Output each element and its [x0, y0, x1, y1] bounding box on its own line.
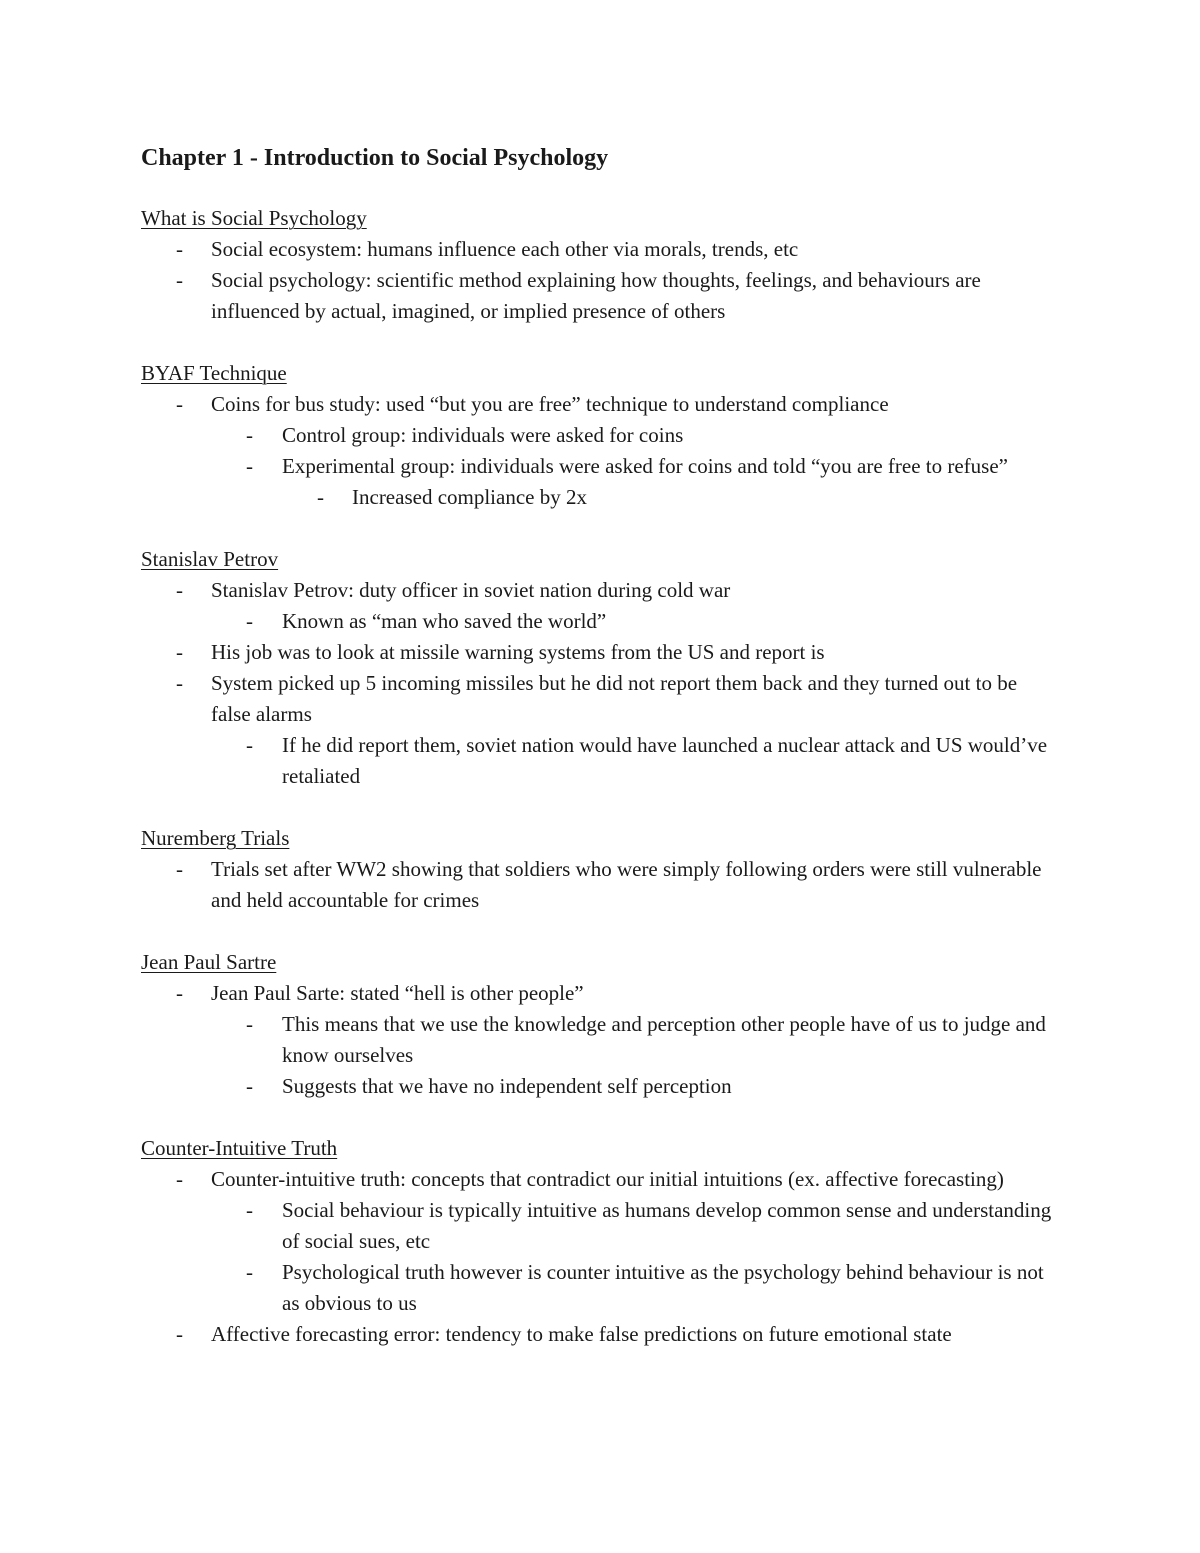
list-item-text: Experimental group: individuals were asked for coins and told “you are free to refuse”: [282, 454, 1008, 478]
section-heading: Jean Paul Sartre: [141, 950, 277, 974]
list-item-text: Control group: individuals were asked for coins: [282, 423, 684, 447]
list-item: [141, 1009, 1061, 1071]
list-item-text: Social ecosystem: humans influence each other via morals, trends, etc: [211, 237, 799, 261]
list-item: [141, 1257, 1061, 1319]
bullet-list: [141, 854, 1061, 916]
dash-bullet: -: [246, 1198, 253, 1222]
dash-bullet: -: [176, 640, 183, 664]
dash-bullet: -: [176, 1167, 183, 1191]
list-item: [141, 978, 1061, 1009]
dash-bullet: -: [246, 423, 253, 447]
bullet-list: [141, 978, 1061, 1102]
dash-bullet: -: [246, 733, 253, 757]
list-item: [141, 606, 1061, 637]
list-item-text: Stanislav Petrov: duty officer in soviet nation during cold war: [211, 578, 731, 602]
list-item-text: Trials set after WW2 showing that soldiers who were simply following orders were still vulnerable and held accountable for crimes: [211, 857, 1042, 912]
section-heading: Nuremberg Trials: [141, 826, 290, 850]
list-item: [141, 1195, 1061, 1257]
list-item-text: His job was to look at missile warning systems from the US and report is: [211, 640, 825, 664]
bullet-list: [141, 1164, 1061, 1350]
list-item-text: Known as “man who saved the world”: [282, 609, 607, 633]
list-item: [141, 234, 1061, 265]
section: [141, 823, 1061, 916]
list-item: [141, 420, 1061, 451]
dash-bullet: -: [246, 1074, 253, 1098]
chapter-title: Chapter 1 - Introduction to Social Psychology: [141, 145, 609, 171]
section: [141, 358, 1061, 513]
section: [141, 544, 1061, 792]
list-item-text: This means that we use the knowledge and perception other people have of us to judge and know ourselves: [282, 1012, 1046, 1067]
list-item: [141, 265, 1061, 327]
dash-bullet: -: [176, 268, 183, 292]
list-item-text: Jean Paul Sarte: stated “hell is other people”: [211, 981, 584, 1005]
list-item: [141, 575, 1061, 606]
list-item: [141, 730, 1061, 792]
dash-bullet: -: [176, 578, 183, 602]
list-item-text: Psychological truth however is counter intuitive as the psychology behind behaviour is not as obvious to us: [282, 1260, 1044, 1315]
dash-bullet: -: [176, 392, 183, 416]
bullet-list: [141, 234, 1061, 327]
list-item: [141, 637, 1061, 668]
dash-bullet: -: [246, 1012, 253, 1036]
list-item-text: Affective forecasting error: tendency to make false predictions on future emotional state: [211, 1322, 952, 1346]
section-heading: What is Social Psychology: [141, 206, 367, 230]
list-item: [141, 482, 1061, 513]
dash-bullet: -: [176, 237, 183, 261]
dash-bullet: -: [176, 857, 183, 881]
document-page: [141, 140, 1061, 1381]
dash-bullet: -: [176, 1322, 183, 1346]
sections-container: [141, 203, 1061, 1350]
list-item: [141, 389, 1061, 420]
section: [141, 203, 1061, 327]
list-item-text: Coins for bus study: used “but you are free” technique to understand compliance: [211, 392, 889, 416]
list-item-text: Counter-intuitive truth: concepts that contradict our initial intuitions (ex. affective forecasting): [211, 1167, 1004, 1191]
section: [141, 947, 1061, 1102]
section-heading: Stanislav Petrov: [141, 547, 279, 571]
list-item: [141, 1164, 1061, 1195]
dash-bullet: -: [176, 671, 183, 695]
section: [141, 1133, 1061, 1350]
list-item-text: System picked up 5 incoming missiles but he did not report them back and they turned out to be false alarms: [211, 671, 1018, 726]
list-item: [141, 451, 1061, 482]
list-item-text: Social behaviour is typically intuitive as humans develop common sense and understanding of social sues, etc: [282, 1198, 1052, 1253]
list-item: [141, 668, 1061, 730]
list-item: [141, 1319, 1061, 1350]
list-item: [141, 1071, 1061, 1102]
dash-bullet: -: [246, 609, 253, 633]
section-heading: BYAF Technique: [141, 361, 287, 385]
bullet-list: [141, 389, 1061, 513]
dash-bullet: -: [176, 981, 183, 1005]
list-item-text: Increased compliance by 2x: [352, 485, 587, 509]
section-heading: Counter-Intuitive Truth: [141, 1136, 338, 1160]
dash-bullet: -: [317, 485, 324, 509]
list-item-text: If he did report them, soviet nation would have launched a nuclear attack and US would’ve retaliated: [282, 733, 1048, 788]
list-item-text: Suggests that we have no independent self perception: [282, 1074, 732, 1098]
bullet-list: [141, 575, 1061, 792]
dash-bullet: -: [246, 1260, 253, 1284]
dash-bullet: -: [246, 454, 253, 478]
list-item-text: Social psychology: scientific method explaining how thoughts, feelings, and behaviours are influenced by actual, imagined, or implied presence of others: [211, 268, 981, 323]
list-item: [141, 854, 1061, 916]
